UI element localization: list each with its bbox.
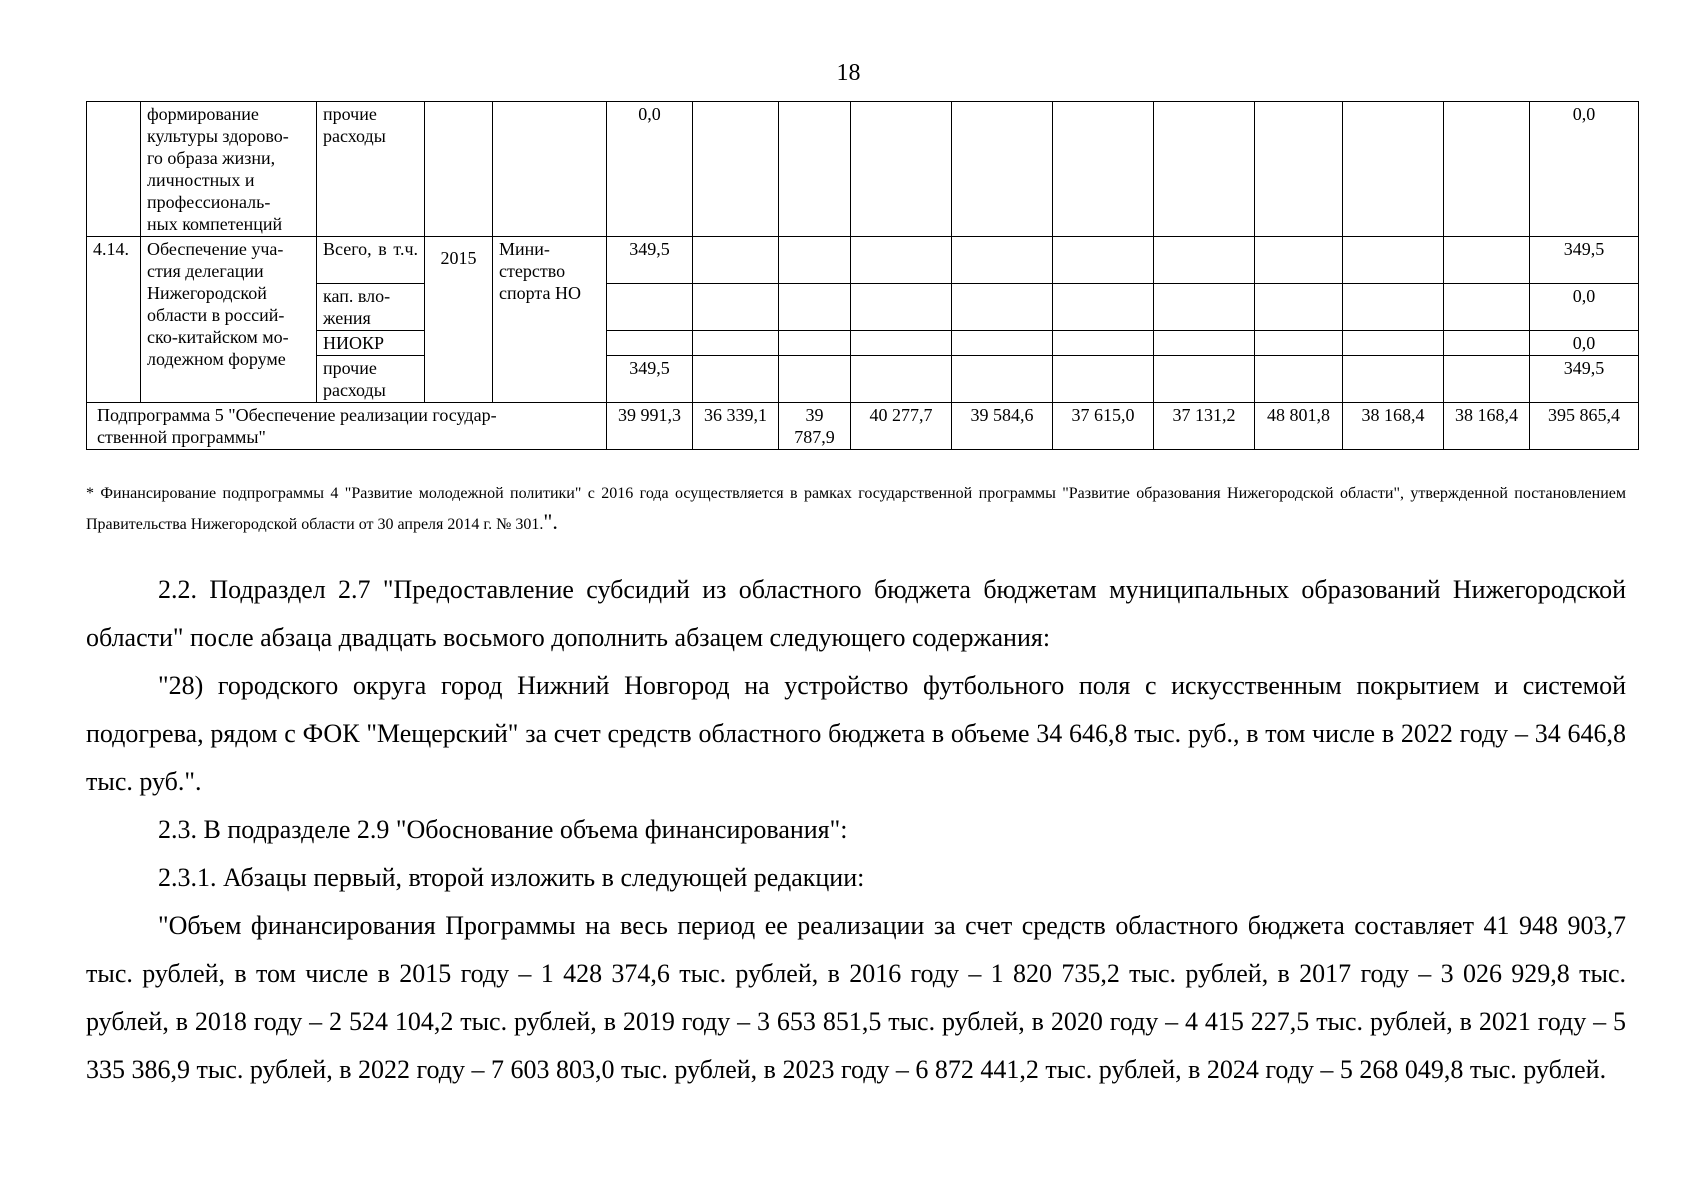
text-line: области в россий-	[147, 305, 285, 325]
paragraph-financing-volume: "Объем финансирования Программы на весь период ее реализации за счет средств областного бюджета составляет 41 948 903,7 тыс. рублей, в том числе в 2015 году – 1 428 374,6 тыс. рублей, в 2016 году – 1 820 735,2 тыс. рублей, в 2017 году – 3 026 929,8 тыс. рублей, в 2018 году – 2 524 104,2 тыс. рублей, в 2019 году – 3 653 851,5 тыс. рублей, в 2020 году – 4 415 227,5 тыс. рублей, в 2021 году – 5 335 386,9 тыс. рублей, в 2022 году – 7 603 803,0 тыс. рублей, в 2023 году – 6 872 441,2 тыс. рублей, в 2024 году – 5 268 049,8 тыс. рублей.	[86, 911, 1626, 1084]
footnote-text: * Финансирование подпрограммы 4 "Развитие молодежной политики" с 2016 года осуществляется в рамках государственной программы "Развитие образования Нижегородской области", утвержденной постановлением Правительства Нижегородской области от 30 апреля 2014 г. № 301.	[86, 485, 1626, 533]
cell-value: 36 339,1	[693, 403, 779, 450]
cell-value-total: 349,5	[1530, 237, 1639, 284]
cell-value-total: 349,5	[1530, 356, 1639, 403]
cell-value-first: 0,0	[607, 102, 693, 237]
table-row-continued	[87, 102, 1639, 237]
cell-value: 38 168,4	[1343, 403, 1444, 450]
body-text	[86, 566, 1626, 1094]
table-row-subprogram-5	[87, 403, 1639, 450]
cell-subprogram-label: Подпрограмма 5 "Обеспечение реализации государ-ственной программы"	[87, 403, 607, 450]
text-line: личностных и	[147, 170, 255, 190]
cell-value: 37 131,2	[1154, 403, 1255, 450]
cell-value-total: 0,0	[1530, 284, 1639, 331]
cell-measure-name	[141, 102, 317, 237]
cell-number: 4.14.	[87, 237, 141, 403]
cell-value: 39 991,3	[607, 403, 693, 450]
cell-year: 2015	[425, 237, 493, 403]
cell-value: 39 584,6	[952, 403, 1053, 450]
cell-value-first	[607, 284, 693, 331]
cell-year	[425, 102, 493, 237]
cell-value-first: 349,5	[607, 356, 693, 403]
table-row-4-14-niokr	[87, 331, 1639, 356]
text-line: ных компетенций	[147, 214, 283, 234]
cell-executor: Мини-стерство спорта НО	[493, 237, 607, 403]
paragraph-2-3: 2.3. В подразделе 2.9 "Обоснование объема финансирования":	[158, 815, 848, 844]
cell-value-total: 0,0	[1530, 102, 1639, 237]
cell-category: кап. вло-жения	[317, 284, 425, 331]
text-line: формирование	[147, 104, 259, 124]
cell-number	[87, 102, 141, 237]
text-line: лодежном форуме	[147, 349, 286, 369]
text-line: культуры здорово-	[147, 126, 289, 146]
text-line: Нижегородской	[147, 283, 267, 303]
cell-value: 37 615,0	[1053, 403, 1154, 450]
text-line: ско-китайском мо-	[147, 327, 289, 347]
cell-value-total: 395 865,4	[1530, 403, 1639, 450]
paragraph-item-28: "28) городского округа город Нижний Новгород на устройство футбольного поля с искусственным покрытием и системой подогрева, рядом с ФОК "Мещерский" за счет средств областного бюджета в объеме 34 646,8 тыс. руб., в том числе в 2022 году – 34 646,8 тыс. руб.".	[86, 671, 1626, 796]
page-number: 18	[836, 60, 861, 86]
text-line: го образа жизни,	[147, 148, 276, 168]
table-row-4-14	[87, 237, 1639, 284]
budget-table	[86, 101, 1639, 450]
cell-value-first: 349,5	[607, 237, 693, 284]
cell-category: прочие расходы	[317, 102, 425, 237]
cell-value: 38 168,4	[1444, 403, 1530, 450]
footnote-closing: ".	[543, 509, 558, 534]
text-line: профессиональ-	[147, 192, 271, 212]
cell-measure-name	[141, 237, 317, 403]
cell-category: прочие расходы	[317, 356, 425, 403]
text-line: стия делегации	[147, 261, 264, 281]
cell-category: НИОКР	[317, 331, 425, 356]
footnote	[86, 480, 1626, 539]
cell-executor	[493, 102, 607, 237]
cell-value-total: 0,0	[1530, 331, 1639, 356]
cell-value: 40 277,7	[851, 403, 952, 450]
text-line: Обеспечение уча-	[147, 239, 284, 259]
cell-category: Всего, в т.ч.	[317, 237, 425, 284]
cell-value: 48 801,8	[1255, 403, 1343, 450]
cell-value-first	[607, 331, 693, 356]
paragraph-2-3-1: 2.3.1. Абзацы первый, второй изложить в следующей редакции:	[158, 863, 865, 892]
paragraph-2-2: 2.2. Подраздел 2.7 "Предоставление субсидий из областного бюджета бюджетам муниципальных образований Нижегородской области" после абзаца двадцать восьмого дополнить абзацем следующего содержания:	[86, 575, 1626, 652]
table-row-4-14-other	[87, 356, 1639, 403]
table-row-4-14-capital	[87, 284, 1639, 331]
cell-value: 39 787,9	[779, 403, 851, 450]
